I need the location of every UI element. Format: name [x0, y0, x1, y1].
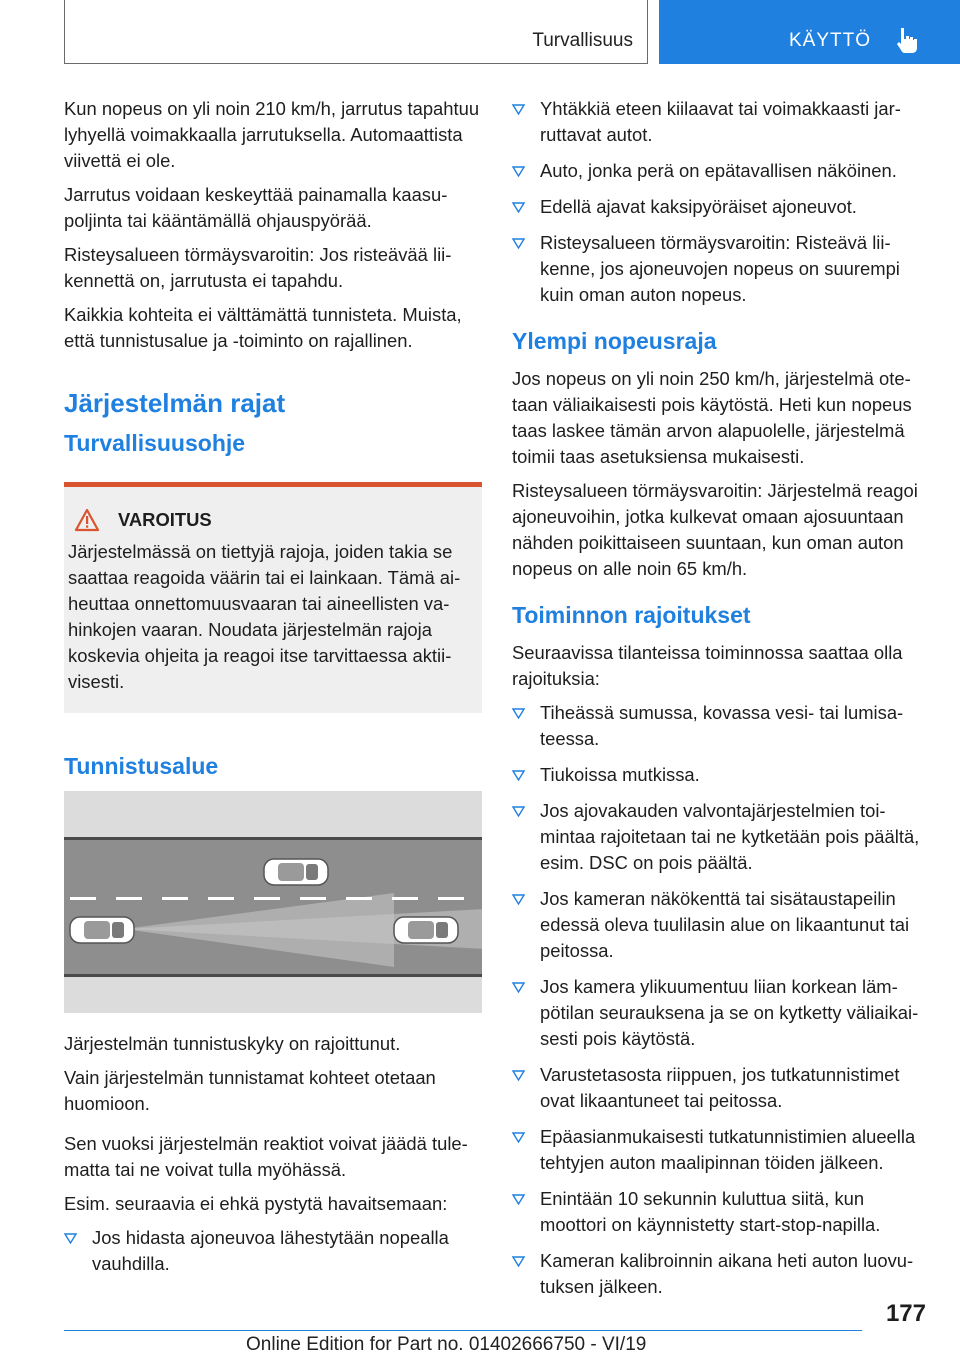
section-heading-system-limits: Järjestelmän rajat: [64, 388, 286, 418]
bullet-triangle-icon: [512, 104, 525, 115]
detection-area-illustration: [64, 791, 482, 1013]
bullet-triangle-icon: [512, 708, 525, 719]
bullet-triangle-icon: [512, 894, 525, 905]
list-item: Auto, jonka perä on epätavallisen näköinen.: [512, 158, 932, 184]
paragraph: Risteysalueen törmäysvaroitin: Jos risteävää liikennettä on, jarrutusta ei tapahdu.: [64, 244, 452, 291]
list-item: Jos ajovakauden valvontajärjestelmien toimintaa rajoitetaan tai ne kytketään pois päältä, esim. DSC on pois päältä.: [512, 798, 932, 876]
paragraph: Jos nopeus on yli noin 250 km/h, järjestelmä otetaan väliaikaisesti pois käytöstä. Heti kun nopeus taas laskee tämän arvon alapuolelle, järjestelmä toimii taas asetuksiensa mukaisesti.: [512, 368, 912, 467]
left-column: [64, 96, 482, 1287]
bullet-triangle-icon: [512, 770, 525, 781]
car-own: [70, 917, 134, 943]
warning-box: [64, 482, 482, 713]
paragraph: Seuraavissa tilanteissa toiminnossa saattaa olla rajoituksia:: [512, 642, 903, 689]
pointing-hand-icon: [895, 26, 921, 54]
list-item: Edellä ajavat kaksipyöräiset ajoneuvot.: [512, 194, 932, 220]
subheading-safety: Turvallisuusohje: [64, 430, 246, 456]
subheading-upper-speed-limit: Ylempi nopeusraja: [512, 328, 717, 354]
list-item: Jos kameran näkökenttä tai sisätaustapeilin edessä oleva tuulilasin alue on likaantunut tai peitossa.: [512, 886, 932, 964]
bullet-triangle-icon: [512, 166, 525, 177]
bullet-triangle-icon: [512, 1194, 525, 1205]
list-item: Varustetasosta riippuen, jos tutkatunnistimet ovat likaantuneet tai peitossa.: [512, 1062, 932, 1114]
header-section-box: [64, 0, 648, 64]
paragraph: Sen vuoksi järjestelmän reaktiot voivat jäädä tulematta tai ne voivat tulla myöhässä.: [64, 1133, 468, 1180]
subheading-function-limits: Toiminnon rajoitukset: [512, 602, 751, 628]
paragraph: Jarrutus voidaan keskeyttää painamalla kaasupoljinta tai kääntämällä ohjauspyörää.: [64, 184, 448, 231]
paragraph: Kun nopeus on yli noin 210 km/h, jarrutus tapahtuu lyhyellä voimakkaalla jarrutuksella. Automaattista viivettä ei ole.: [64, 98, 480, 171]
page-number: 177: [885, 1300, 926, 1327]
bullet-triangle-icon: [512, 1256, 525, 1267]
list-item: Tiheässä sumussa, kovassa vesi- tai lumisateessa.: [512, 700, 932, 752]
limits-list: [512, 700, 932, 1300]
list-item: Enintään 10 sekunnin kuluttua siitä, kun moottori on käynnistetty start-stop-napilla.: [512, 1186, 932, 1238]
paragraph: Esim. seuraavia ei ehkä pystytä havaitsemaan:: [64, 1193, 448, 1214]
right-column: [512, 96, 932, 1310]
warning-header: [68, 507, 482, 533]
bullet-triangle-icon: [512, 1070, 525, 1081]
bullet-triangle-icon: [512, 1132, 525, 1143]
bullet-triangle-icon: [64, 1233, 77, 1244]
car-ahead: [264, 859, 328, 885]
list-item: Jos kamera ylikuumentuu liian korkean lämpötilan seurauksena ja se on kytketty väliaikaisesti pois käytöstä.: [512, 974, 932, 1052]
warning-triangle-icon: [74, 508, 100, 532]
list-item: Yhtäkkiä eteen kiilaavat tai voimakkaasti jarruttavat autot.: [512, 96, 932, 148]
list-item: Jos hidasta ajoneuvoa lähestytään nopealla vauhdilla.: [64, 1225, 482, 1277]
chapter-tab[interactable]: [659, 0, 960, 64]
list-item: Epäasianmukaisesti tutkatunnistimien alueella tehtyjen auton maalipinnan töiden jälkeen.: [512, 1124, 932, 1176]
bullet-triangle-icon: [512, 238, 525, 249]
footer-divider: [64, 1330, 862, 1331]
undetected-list: [64, 1225, 482, 1277]
road-diagram: [64, 791, 482, 1013]
bullet-triangle-icon: [512, 982, 525, 993]
paragraph: Järjestelmän tunnistuskyky on rajoittunut.: [64, 1033, 401, 1054]
header-section-title: Turvallisuus: [532, 30, 633, 51]
car-front: [394, 917, 458, 943]
paragraph: Risteysalueen törmäysvaroitin: Järjestelmä reagoi ajoneuvoihin, jotka kulkevat omaan ajosuuntaan nähden poikittaiseen suuntaan, kun oman auton nopeus on alle noin 65 km/h.: [512, 480, 918, 579]
bullet-triangle-icon: [512, 806, 525, 817]
paragraph: Vain järjestelmän tunnistamat kohteet otetaan huomioon.: [64, 1067, 436, 1114]
subheading-detection-area: Tunnistusalue: [64, 753, 219, 779]
chapter-tab-label: KÄYTTÖ: [789, 30, 872, 51]
undetected-list-cont: [512, 96, 932, 308]
list-item: Risteysalueen törmäysvaroitin: Risteävä liikenne, jos ajoneuvojen nopeus on suurempi kuin oman auton nopeus.: [512, 230, 932, 308]
bullet-triangle-icon: [512, 202, 525, 213]
paragraph: Kaikkia kohteita ei välttämättä tunnisteta. Muista, että tunnistusalue ja -toiminto on rajallinen.: [64, 304, 462, 351]
warning-title: VAROITUS: [118, 509, 212, 530]
list-item: Tiukoissa mutkissa.: [512, 762, 932, 788]
footer-edition: Online Edition for Part no. 01402666750 - VI/19: [246, 1334, 647, 1355]
warning-text: Järjestelmässä on tiettyjä rajoja, joiden takia se saattaa reagoida väärin tai ei lainkaan. Tämä aiheuttaa onnettomuusvaaran tai aineellisten vahinkojen vaaran. Noudata järjestelmän rajoja koskevia ohjeita ja reagoi itse tarvittaessa aktiivisesti.: [68, 541, 461, 692]
list-item: Kameran kalibroinnin aikana heti auton luovutuksen jälkeen.: [512, 1248, 932, 1300]
